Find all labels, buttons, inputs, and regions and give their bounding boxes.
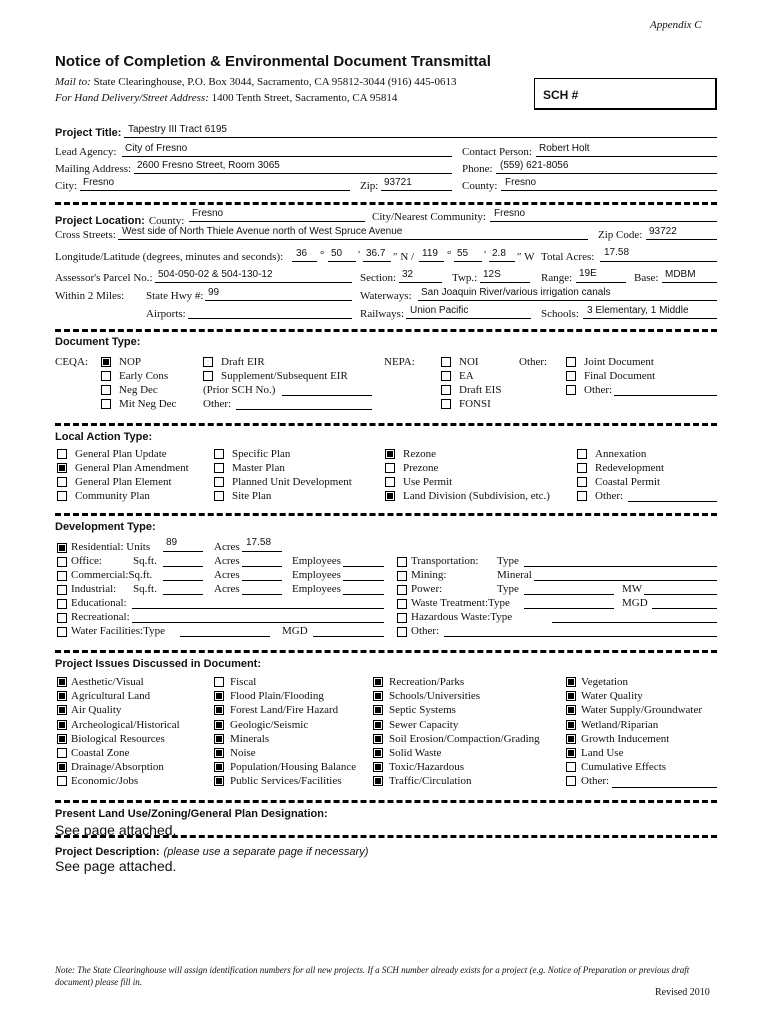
residential-units[interactable]: 89	[166, 537, 178, 548]
apn-label: Assessor's Parcel No.:	[55, 272, 153, 284]
local-planned-unit-development-label: Planned Unit Development	[232, 476, 352, 488]
educational-checkbox[interactable]	[57, 599, 67, 609]
office-label: Office:	[71, 555, 102, 567]
zip-label: Zip:	[360, 180, 379, 192]
issue-recreation-parks-label: Recreation/Parks	[389, 676, 465, 688]
local-annexation-checkbox[interactable]	[577, 449, 587, 459]
longlat-label: Longitude/Latitude (degrees, minutes and seconds):	[55, 251, 284, 263]
state-hwy-value[interactable]: 99	[208, 287, 220, 298]
local-master-plan-checkbox[interactable]	[214, 463, 224, 473]
issue-economic-jobs-label: Economic/Jobs	[71, 775, 139, 787]
other-joint-document-checkbox[interactable]	[566, 357, 576, 367]
mineral-label: Mineral	[497, 569, 532, 581]
mining-label: Mining:	[411, 569, 447, 581]
schools-value[interactable]: 3 Elementary, 1 Middle	[587, 305, 689, 316]
divider	[55, 835, 717, 838]
other-final-document-checkbox[interactable]	[566, 371, 576, 381]
issue-toxic-hazardous-checkbox[interactable]	[373, 762, 383, 772]
lat-seconds[interactable]: 36.7	[366, 248, 386, 259]
form-title: Notice of Completion & Environmental Document Transmittal	[55, 53, 491, 70]
local-coastal-permit-label: Coastal Permit	[595, 476, 661, 488]
issue-aesthetic-visual-checkbox[interactable]	[57, 677, 67, 687]
county-label: County:	[462, 180, 498, 192]
issue-traffic-circulation-checkbox[interactable]	[373, 776, 383, 786]
issue-agricultural-land-label: Agricultural Land	[71, 690, 151, 702]
cross-streets-label: Cross Streets:	[55, 229, 116, 241]
issue-public-services-facilities-label: Public Services/Facilities	[230, 775, 342, 787]
issue-septic-systems-label: Septic Systems	[389, 704, 456, 716]
issue-fiscal-checkbox[interactable]	[214, 677, 224, 687]
divider	[55, 650, 717, 653]
local-site-plan-checkbox[interactable]	[214, 491, 224, 501]
railways-value[interactable]: Union Pacific	[410, 305, 469, 316]
issue-biological-resources-label: Biological Resources	[71, 733, 165, 745]
waterways-value[interactable]: San Joaquin River/various irrigation canals	[421, 287, 611, 298]
transportation-checkbox[interactable]	[397, 557, 407, 567]
local-community-plan-checkbox[interactable]	[57, 491, 67, 501]
issue-traffic-circulation-label: Traffic/Circulation	[389, 775, 472, 787]
hand-delivery-line: For Hand Delivery/Street Address: 1400 Tenth Street, Sacramento, CA 95814	[55, 92, 398, 104]
issue-aesthetic-visual-label: Aesthetic/Visual	[71, 676, 144, 688]
local-specific-plan-label: Specific Plan	[232, 448, 291, 460]
recreational-checkbox[interactable]	[57, 613, 67, 623]
ceqa-neg-dec-label: Neg Dec	[119, 384, 158, 396]
issue-fiscal-label: Fiscal	[230, 676, 257, 688]
local-specific-plan-checkbox[interactable]	[214, 449, 224, 459]
county-value[interactable]: Fresno	[505, 177, 537, 188]
development-type-heading: Development Type:	[55, 521, 156, 533]
twp-value[interactable]: 12S	[483, 269, 501, 280]
nepa-ea-label: EA	[459, 370, 474, 382]
water-facilities-label: Water Facilities:Type	[71, 625, 165, 637]
office-sqft: Sq.ft.	[133, 555, 157, 567]
industrial-sqft: Sq.ft.	[133, 583, 157, 595]
mail-to-line: Mail to: State Clearinghouse, P.O. Box 3044, Sacramento, CA 95812-3044 (916) 445-0613	[55, 76, 457, 88]
office-acres: Acres	[214, 555, 240, 567]
ceqa-mit-neg-dec-checkbox[interactable]	[101, 399, 111, 409]
project-title-label: Project Title:	[55, 127, 122, 139]
issue-minerals-label: Minerals	[230, 733, 270, 745]
local-general-plan-amendment-checkbox[interactable]	[57, 463, 67, 473]
state-hwy-label: State Hwy #:	[146, 290, 204, 302]
north-separator: ″ N /	[393, 251, 415, 263]
divider	[55, 329, 717, 332]
ceqa-nop-checkbox[interactable]	[101, 357, 111, 367]
local-redevelopment-checkbox[interactable]	[577, 463, 587, 473]
lead-agency-value[interactable]: City of Fresno	[125, 143, 188, 154]
waste-treatment-label: Waste Treatment:Type	[411, 597, 510, 609]
local-other-label: Other:	[595, 490, 624, 502]
local-community-plan-label: Community Plan	[75, 490, 150, 502]
industrial-employees: Employees	[292, 583, 341, 595]
supplement-eir-label: Supplement/Subsequent EIR	[221, 370, 348, 382]
residential-checkbox[interactable]	[57, 543, 67, 553]
range-value[interactable]: 19E	[579, 268, 597, 279]
lon-degrees[interactable]: 119	[422, 248, 438, 259]
residential-acres[interactable]: 17.58	[246, 537, 272, 548]
local-general-plan-update-label: General Plan Update	[75, 448, 167, 460]
mw-label: MW	[622, 583, 643, 595]
hazardous-waste-label: Hazardous Waste:Type	[411, 611, 513, 623]
issue-water-supply-groundwater-checkbox[interactable]	[566, 705, 576, 715]
waste-treatment-checkbox[interactable]	[397, 599, 407, 609]
issue-noise-label: Noise	[230, 747, 256, 759]
divider	[55, 202, 717, 205]
section-label: Section:	[360, 272, 397, 284]
land-use-value[interactable]: See page attached.	[55, 822, 177, 838]
commercial-acres: Acres	[214, 569, 240, 581]
project-location-row: Project Location: County:	[55, 215, 185, 227]
local-other-checkbox[interactable]	[577, 491, 587, 501]
zip-code-value[interactable]: 93722	[649, 226, 677, 237]
commercial-checkbox[interactable]	[57, 571, 67, 581]
industrial-acres: Acres	[214, 583, 240, 595]
total-acres-label: Total Acres:	[541, 251, 595, 263]
issue-vegetation-checkbox[interactable]	[566, 677, 576, 687]
local-action-heading: Local Action Type:	[55, 431, 153, 443]
base-value[interactable]: MDBM	[665, 269, 696, 280]
section-value[interactable]: 32	[402, 269, 414, 280]
lon-minutes[interactable]: 55	[457, 248, 469, 259]
local-use-permit-label: Use Permit	[403, 476, 453, 488]
waste-mgd: MGD	[622, 597, 648, 609]
transportation-label: Transportation:	[411, 555, 479, 567]
doc-other-label: Other:	[203, 398, 232, 410]
west-symbol: ″ W	[517, 251, 535, 263]
project-description-heading: Project Description: (please use a separate page if necessary)	[55, 846, 369, 858]
appendix-label: Appendix C	[650, 19, 702, 31]
local-site-plan-label: Site Plan	[232, 490, 272, 502]
zip-code-label: Zip Code:	[598, 229, 643, 241]
industrial-label: Industrial:	[71, 583, 117, 595]
issue-water-supply-groundwater-label: Water Supply/Groundwater	[581, 704, 702, 716]
issue-archeological-historical-label: Archeological/Historical	[71, 719, 180, 731]
issue-soil-erosion-compaction-grading-label: Soil Erosion/Compaction/Grading	[389, 733, 540, 745]
draft-eir-checkbox[interactable]	[203, 357, 213, 367]
divider	[55, 513, 717, 516]
project-title-value[interactable]: Tapestry III Tract 6195	[128, 124, 227, 135]
issue-soil-erosion-compaction-grading-checkbox[interactable]	[373, 734, 383, 744]
project-issues-heading: Project Issues Discussed in Document:	[55, 658, 262, 670]
ceqa-early-cons-label: Early Cons	[119, 370, 169, 382]
lat-minutes[interactable]: 50	[331, 248, 343, 259]
local-land-division-subdivision-etc-label: Land Division (Subdivision, etc.)	[403, 490, 550, 502]
ceqa-early-cons-checkbox[interactable]	[101, 371, 111, 381]
sch-number-box[interactable]	[534, 78, 717, 110]
zip-value[interactable]: 93721	[384, 177, 412, 188]
local-rezone-label: Rezone	[403, 448, 436, 460]
issue-air-quality-checkbox[interactable]	[57, 705, 67, 715]
footer-note: Note: The State Clearinghouse will assign identification numbers for all new projects. If a SCH number already exists for a project (e.g. Notice of Preparation or previous draft document) please fill in.	[55, 965, 690, 987]
local-master-plan-label: Master Plan	[232, 462, 285, 474]
local-rezone-checkbox[interactable]	[385, 449, 395, 459]
issue-toxic-hazardous-label: Toxic/Hazardous	[389, 761, 464, 773]
issue-recreation-parks-checkbox[interactable]	[373, 677, 383, 687]
issue-solid-waste-label: Solid Waste	[389, 747, 442, 759]
power-checkbox[interactable]	[397, 585, 407, 595]
draft-eir-label: Draft EIR	[221, 356, 265, 368]
degree-symbol-2: °	[447, 249, 452, 261]
industrial-checkbox[interactable]	[57, 585, 67, 595]
issue-drainage-absorption-checkbox[interactable]	[57, 762, 67, 772]
educational-label: Educational:	[71, 597, 127, 609]
issue-cumulative-effects-label: Cumulative Effects	[581, 761, 667, 773]
local-prezone-checkbox[interactable]	[385, 463, 395, 473]
nepa-noi-checkbox[interactable]	[441, 357, 451, 367]
office-employees: Employees	[292, 555, 341, 567]
ceqa-mit-neg-dec-label: Mit Neg Dec	[119, 398, 177, 410]
issue-biological-resources-checkbox[interactable]	[57, 734, 67, 744]
other-final-document-label: Final Document	[584, 370, 656, 382]
issue-vegetation-label: Vegetation	[581, 676, 629, 688]
divider	[55, 423, 717, 426]
commercial-label: Commercial:Sq.ft.	[71, 569, 153, 581]
issue-water-quality-label: Water Quality	[581, 690, 643, 702]
land-use-heading: Present Land Use/Zoning/General Plan Designation:	[55, 808, 328, 820]
other-other-label: Other:	[584, 384, 613, 396]
local-annexation-label: Annexation	[595, 448, 647, 460]
water-mgd: MGD	[282, 625, 308, 637]
other-other-checkbox[interactable]	[566, 385, 576, 395]
phone-label: Phone:	[462, 163, 493, 175]
total-acres-value[interactable]: 17.58	[604, 247, 630, 258]
recreational-label: Recreational:	[71, 611, 130, 623]
nepa-draft-eis-label: Draft EIS	[459, 384, 502, 396]
mailing-address-label: Mailing Address:	[55, 163, 132, 175]
issue-cumulative-effects-checkbox[interactable]	[566, 762, 576, 772]
residential-acres-label: Acres	[214, 541, 240, 553]
community-value[interactable]: Fresno	[494, 208, 526, 219]
nepa-draft-eis-checkbox[interactable]	[441, 385, 451, 395]
issue-sewer-capacity-checkbox[interactable]	[373, 720, 383, 730]
twp-label: Twp.:	[452, 272, 478, 284]
mailing-address-value[interactable]: 2600 Fresno Street, Room 3065	[137, 160, 280, 171]
airports-label: Airports:	[146, 308, 186, 320]
issue-other-label: Other:	[581, 775, 610, 787]
other-joint-document-label: Joint Document	[584, 356, 654, 368]
nepa-fonsi-checkbox[interactable]	[441, 399, 451, 409]
apn-value[interactable]: 504-050-02 & 504-130-12	[158, 269, 273, 280]
nepa-label: NEPA:	[384, 356, 415, 368]
ceqa-nop-label: NOP	[119, 356, 142, 368]
issue-growth-inducement-checkbox[interactable]	[566, 734, 576, 744]
local-general-plan-amendment-label: General Plan Amendment	[75, 462, 189, 474]
local-general-plan-element-label: General Plan Element	[75, 476, 172, 488]
sch-label: SCH #	[543, 88, 579, 102]
dev-other-label: Other:	[411, 625, 440, 637]
issue-forest-land-fire-hazard-label: Forest Land/Fire Hazard	[230, 704, 339, 716]
issue-minerals-checkbox[interactable]	[214, 734, 224, 744]
issue-coastal-zone-checkbox[interactable]	[57, 748, 67, 758]
lat-degrees[interactable]: 36	[296, 248, 308, 259]
local-coastal-permit-checkbox[interactable]	[577, 477, 587, 487]
ceqa-neg-dec-checkbox[interactable]	[101, 385, 111, 395]
location-county-value[interactable]: Fresno	[192, 208, 224, 219]
phone-value[interactable]: (559) 621-8056	[500, 160, 569, 171]
waterways-label: Waterways:	[360, 290, 412, 302]
ceqa-label: CEQA:	[55, 356, 88, 368]
local-use-permit-checkbox[interactable]	[385, 477, 395, 487]
issue-drainage-absorption-label: Drainage/Absorption	[71, 761, 164, 773]
issue-archeological-historical-checkbox[interactable]	[57, 720, 67, 730]
lead-agency-label: Lead Agency:	[55, 146, 117, 158]
transportation-type: Type	[497, 555, 519, 567]
dev-other-checkbox[interactable]	[397, 627, 407, 637]
issue-flood-plain-flooding-label: Flood Plain/Flooding	[230, 690, 324, 702]
nepa-fonsi-label: FONSI	[459, 398, 491, 410]
railways-label: Railways:	[360, 308, 404, 320]
power-type: Type	[497, 583, 519, 595]
issue-economic-jobs-checkbox[interactable]	[57, 776, 67, 786]
issue-other-checkbox[interactable]	[566, 776, 576, 786]
commercial-employees: Employees	[292, 569, 341, 581]
minute-symbol: ′	[358, 249, 361, 261]
other-doc-label: Other:	[519, 356, 548, 368]
contact-person-value[interactable]: Robert Holt	[539, 143, 590, 154]
issue-noise-checkbox[interactable]	[214, 748, 224, 758]
prior-sch-label: (Prior SCH No.)	[203, 384, 276, 396]
issue-schools-universities-label: Schools/Universities	[389, 690, 481, 702]
issue-population-housing-balance-checkbox[interactable]	[214, 762, 224, 772]
nepa-ea-checkbox[interactable]	[441, 371, 451, 381]
water-facilities-checkbox[interactable]	[57, 627, 67, 637]
mining-checkbox[interactable]	[397, 571, 407, 581]
office-checkbox[interactable]	[57, 557, 67, 567]
local-land-division-subdivision-etc-checkbox[interactable]	[385, 491, 395, 501]
issue-coastal-zone-label: Coastal Zone	[71, 747, 130, 759]
city-value[interactable]: Fresno	[83, 177, 115, 188]
local-general-plan-element-checkbox[interactable]	[57, 477, 67, 487]
power-label: Power:	[411, 583, 443, 595]
issue-wetland-riparian-checkbox[interactable]	[566, 720, 576, 730]
city-label: City:	[55, 180, 78, 192]
issue-water-quality-checkbox[interactable]	[566, 691, 576, 701]
contact-person-label: Contact Person:	[462, 146, 532, 158]
issue-land-use-checkbox[interactable]	[566, 748, 576, 758]
issue-land-use-label: Land Use	[581, 747, 624, 759]
supplement-eir-checkbox[interactable]	[203, 371, 213, 381]
issue-geologic-seismic-label: Geologic/Seismic	[230, 719, 309, 731]
issue-air-quality-label: Air Quality	[71, 704, 122, 716]
schools-label: Schools:	[541, 308, 579, 320]
degree-symbol: °	[320, 249, 325, 261]
issue-growth-inducement-label: Growth Inducement	[581, 733, 670, 745]
community-label: City/Nearest Community:	[372, 211, 486, 223]
range-label: Range:	[541, 272, 573, 284]
within-2-miles-label: Within 2 Miles:	[55, 290, 125, 302]
issue-solid-waste-checkbox[interactable]	[373, 748, 383, 758]
issue-flood-plain-flooding-checkbox[interactable]	[214, 691, 224, 701]
residential-label: Residential: Units	[71, 541, 151, 553]
issue-sewer-capacity-label: Sewer Capacity	[389, 719, 459, 731]
local-redevelopment-label: Redevelopment	[595, 462, 665, 474]
base-label: Base:	[634, 272, 659, 284]
revised-label: Revised 2010	[655, 987, 710, 998]
nepa-noi-label: NOI	[459, 356, 479, 368]
local-general-plan-update-checkbox[interactable]	[57, 449, 67, 459]
issue-population-housing-balance-label: Population/Housing Balance	[230, 761, 357, 773]
minute-symbol-2: ′	[484, 249, 487, 261]
issue-wetland-riparian-label: Wetland/Riparian	[581, 719, 659, 731]
divider	[55, 800, 717, 803]
local-prezone-label: Prezone	[403, 462, 439, 474]
project-description-value[interactable]: See page attached.	[55, 858, 177, 874]
local-planned-unit-development-checkbox[interactable]	[214, 477, 224, 487]
cross-streets-value[interactable]: West side of North Thiele Avenue north of West Spruce Avenue	[122, 226, 403, 237]
issue-schools-universities-checkbox[interactable]	[373, 691, 383, 701]
issue-agricultural-land-checkbox[interactable]	[57, 691, 67, 701]
issue-geologic-seismic-checkbox[interactable]	[214, 720, 224, 730]
issue-septic-systems-checkbox[interactable]	[373, 705, 383, 715]
issue-forest-land-fire-hazard-checkbox[interactable]	[214, 705, 224, 715]
hazardous-waste-checkbox[interactable]	[397, 613, 407, 623]
document-type-heading: Document Type:	[55, 336, 141, 348]
issue-public-services-facilities-checkbox[interactable]	[214, 776, 224, 786]
lon-seconds[interactable]: 2.8	[492, 248, 506, 259]
